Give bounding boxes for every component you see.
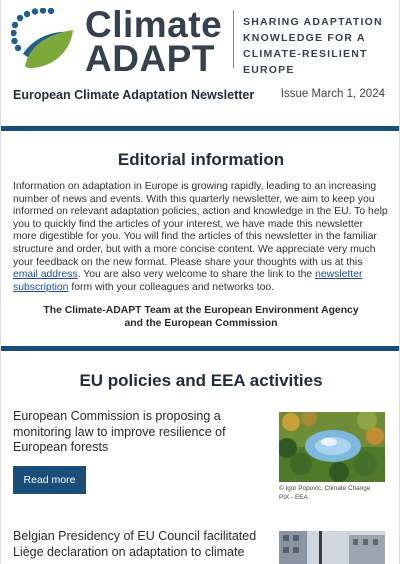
tagline-line: SHARING ADAPTATION [243,16,383,28]
forest-aerial-image[interactable] [279,412,385,482]
image-caption [279,484,389,502]
article-title[interactable]: Belgian Presidency of EU Council facilitated Liège declaration on adaptation to climate [13,529,257,559]
newsletter-title: European Climate Adaptation Newsletter [13,88,255,102]
building-street-image[interactable] [279,531,385,564]
brand-divider [233,10,234,68]
signoff-line: and the European Commission [124,318,278,329]
newsletter-subscription-link[interactable]: newsletter subscription [13,269,363,293]
article-title[interactable]: European Commission is proposing a monitoring law to improve resilience of European forests [13,409,226,454]
caption-line: © Igor Popovic, Climate Change [279,485,371,492]
newsletter-header [1,0,399,80]
editorial-signoff [1,304,400,330]
signoff-line: The Climate-ADAPT Team at the European Environment Agency [43,305,359,316]
editorial-text: Information on adaptation in Europe is growing rapidly, leading to an increasing number of news and events. With this quarterly newsletter, we aim to keep you informed on relevant adaptation policies, action and knowledge in the EU. To help you to quickly find the articles of your interest, we have made this newsletter more digestible for you. You will find the articles of this newsletter in the familiar structure and order, but with a more concise content. We appreciate very much your feedback on the new format. Please share your thoughts with us at this [13,181,388,268]
email-address-link[interactable]: email address [13,269,78,281]
editorial-body [13,181,389,294]
editorial-title: Editorial information [117,150,285,169]
brand-name-climate: Climate [85,4,223,45]
brand-name-adapt: ADAPT [85,38,215,79]
tagline-line: KNOWLEDGE FOR A [243,32,366,44]
climate-adapt-logo-icon [11,8,75,72]
editorial-text: . You are also very welcome to share the link to the [77,269,316,281]
issue-date: Issue March 1, 2024 [280,88,385,100]
section-divider-bar [1,126,400,131]
editorial-text: form with your colleagues and networks too. [68,281,275,293]
read-more-button[interactable]: Read more [13,466,86,494]
caption-line: PIX - EEA [279,494,308,501]
brand-tagline [243,14,399,78]
tagline-line: CLIMATE-RESILIENT EUROPE [243,48,368,76]
policies-title: EU policies and EEA activities [79,371,323,390]
section-divider-bar [1,346,400,351]
